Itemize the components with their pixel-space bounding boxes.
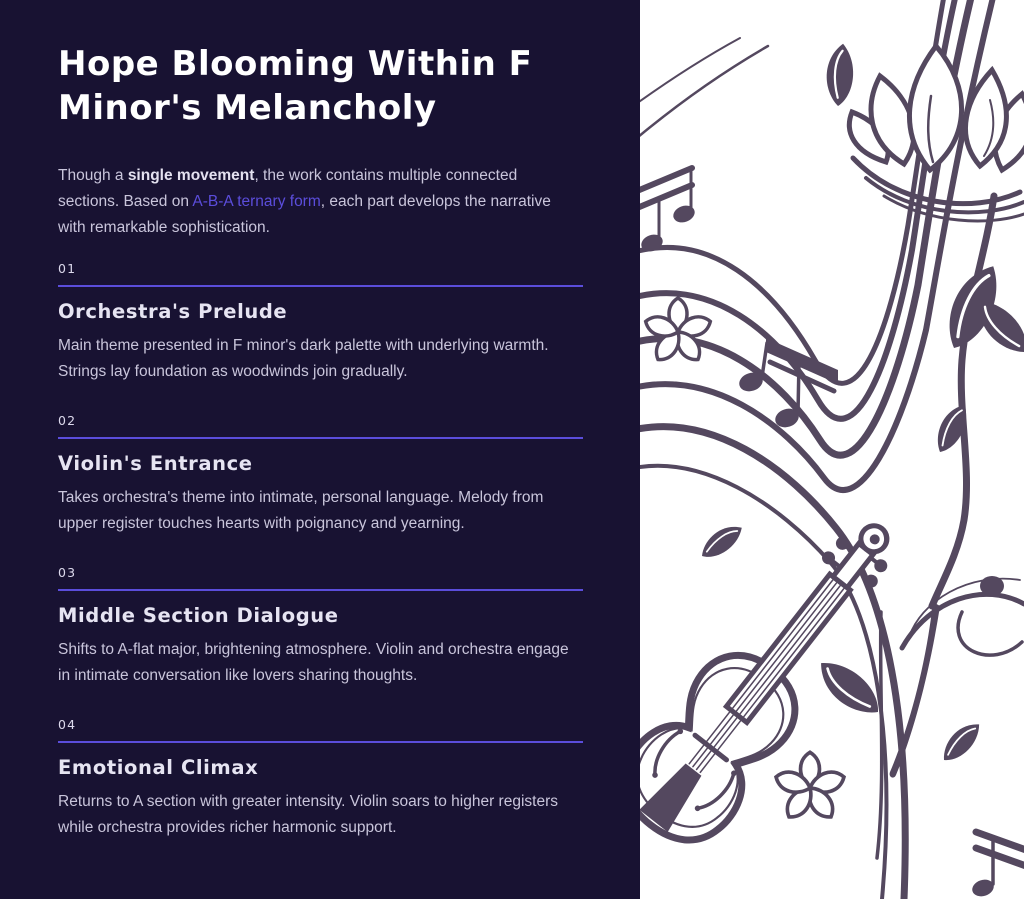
section-violins-entrance: [58, 413, 583, 536]
intro-middle: , the work contains multiple connected sections. Based on: [58, 167, 518, 210]
section-number: 01: [58, 261, 77, 276]
section-number: 04: [58, 717, 77, 732]
illustration-panel: [640, 0, 1024, 899]
ternary-form-link[interactable]: A-B-A ternary form: [192, 193, 321, 210]
intro-tail: , each part develops the narrative with remarkable sophistication.: [58, 193, 551, 236]
section-body: Returns to A section with greater intensity. Violin soars to higher registers while orchestra provides richer harmonic support.: [58, 793, 558, 836]
intro-lead: Though a: [58, 167, 128, 184]
section-middle-section-dialogue: [58, 565, 583, 688]
movement-sections: [58, 261, 583, 840]
section-heading: Violin's Entrance: [58, 452, 253, 475]
beamed-notes-top-icon: [640, 168, 697, 254]
violin-icon: [640, 493, 928, 861]
section-heading: Emotional Climax: [58, 756, 259, 779]
intro-paragraph: [58, 163, 566, 241]
section-divider: [58, 285, 583, 287]
section-divider: [58, 741, 583, 743]
section-body: Main theme presented in F minor's dark palette with underlying warmth. Strings lay foundation as woodwinds join gradually.: [58, 337, 549, 380]
section-divider: [58, 589, 583, 591]
section-divider: [58, 437, 583, 439]
section-heading: Orchestra's Prelude: [58, 300, 288, 323]
section-heading: Middle Section Dialogue: [58, 604, 339, 627]
violin-floral-music-illustration: [640, 0, 1024, 899]
section-number: 02: [58, 413, 77, 428]
page-title: Hope Blooming Within F Minor's Melancholy: [58, 44, 533, 128]
section-orchestras-prelude: [58, 261, 583, 384]
beamed-notes-staff-icon: [737, 338, 838, 430]
section-number: 03: [58, 565, 77, 580]
beamed-note-corner-icon: [970, 832, 1024, 899]
intro-emphasis: single movement: [127, 167, 255, 184]
section-body: Shifts to A-flat major, brightening atmosphere. Violin and orchestra engage in intimate conversation like lovers sharing thoughts.: [58, 641, 569, 684]
section-emotional-climax: [58, 717, 583, 840]
lotus-flower-icon: [849, 46, 1024, 221]
section-body: Takes orchestra's theme into intimate, personal language. Melody from upper register touches hearts with poignancy and yearning.: [58, 489, 544, 532]
